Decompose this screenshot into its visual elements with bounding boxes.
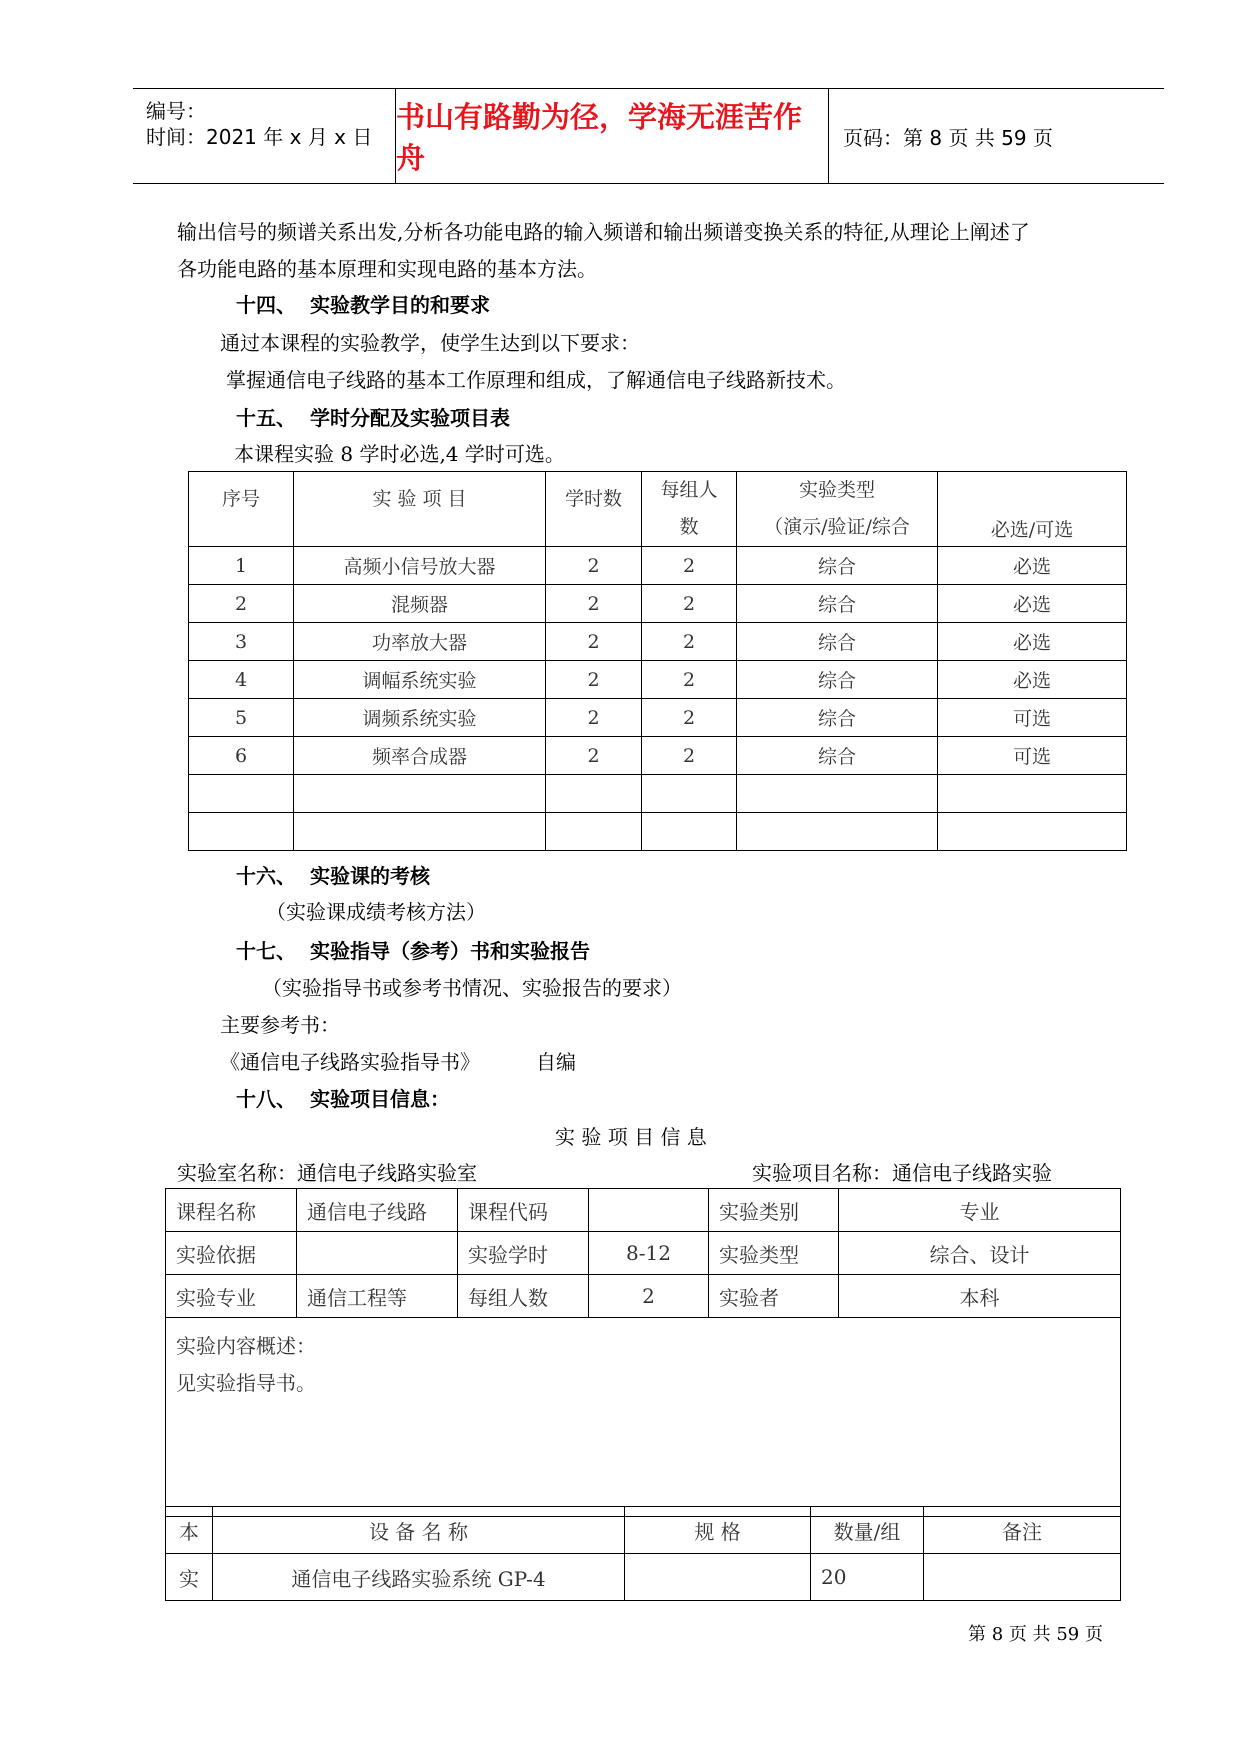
th-group-line2: 数 [679,516,699,538]
cell-seq: 6 [189,737,294,775]
section-16-num: 十六、 [236,864,296,888]
cell-type: 综合 [737,547,938,585]
type-label: 实验类型 [709,1232,839,1275]
section-17-heading [236,941,590,961]
group: 2 [589,1275,709,1318]
th-group [642,472,737,547]
hours-label: 实验学时 [458,1232,589,1275]
section-14-heading [236,295,490,315]
table-row [189,547,1127,585]
para1-line1: 输出信号的频谱关系出发,分析各功能电路的输入频谱和输出频谱变换关系的特征,从理论上阐述了 [177,220,1030,244]
course-name: 通信电子线路 [297,1189,458,1232]
th-project: 实 验 项 目 [294,472,546,547]
who-label: 实验者 [709,1275,839,1318]
category-label: 实验类别 [709,1189,839,1232]
section-14-p2: 掌握通信电子线路的基本工作原理和组成，了解通信电子线路新技术。 [226,368,846,392]
th-req: 必选/可选 [938,472,1127,547]
type: 综合、设计 [839,1232,1121,1275]
cell-req: 可选 [938,737,1127,775]
th-seq: 序号 [189,472,294,547]
section-18-heading [236,1089,450,1109]
table-row-empty [189,813,1127,851]
who: 本科 [839,1275,1121,1318]
equipment-spec [625,1554,811,1601]
course-code-label: 课程代码 [458,1189,589,1232]
page-label: 页码：第 8 页 共 59 页 [843,125,1053,150]
project-info-table [165,1188,1121,1517]
category: 专业 [839,1189,1121,1232]
info-title: 实 验 项 目 信 息 [555,1125,707,1149]
section-16-p1: （实验课成绩考核方法） [266,900,486,924]
cell-group: 2 [642,699,737,737]
side-label-1: 本 [166,1507,213,1554]
cell-project: 高频小信号放大器 [294,547,546,585]
table-row [166,1554,1121,1601]
basis-label: 实验依据 [166,1232,297,1275]
th-spec: 规 格 [625,1507,811,1554]
table-row [166,1189,1121,1232]
section-15-num: 十五、 [236,406,296,430]
cell-hours: 2 [546,737,642,775]
equipment-note [924,1554,1121,1601]
table-row [166,1232,1121,1275]
cell-group: 2 [642,737,737,775]
major-label: 实验专业 [166,1275,297,1318]
hours: 8-12 [589,1232,709,1275]
cell-group: 2 [642,661,737,699]
table-row [189,585,1127,623]
course-code [589,1189,709,1232]
section-14-p1: 通过本课程的实验教学，使学生达到以下要求： [220,331,640,355]
table-row [189,661,1127,699]
cell-seq: 3 [189,623,294,661]
cell-hours: 2 [546,623,642,661]
table-row [189,699,1127,737]
section-18-num: 十八、 [236,1087,296,1111]
equipment-name: 通信电子线路实验系统 GP-4 [213,1554,625,1601]
summary-cell [166,1318,1121,1517]
cell-group: 2 [642,547,737,585]
cell-project: 混频器 [294,585,546,623]
section-17-title: 实验指导（参考）书和实验报告 [310,939,590,963]
para1-line2: 各功能电路的基本原理和实现电路的基本方法。 [177,257,597,281]
page-footer: 第 8 页 共 59 页 [968,1624,1103,1645]
cell-group: 2 [642,585,737,623]
cell-hours: 2 [546,547,642,585]
cell-type: 综合 [737,585,938,623]
table-row [189,623,1127,661]
cell-seq: 4 [189,661,294,699]
lab-name: 实验室名称：通信电子线路实验室 [177,1161,477,1185]
project-name: 实验项目名称：通信电子线路实验 [752,1161,1052,1185]
section-15-title: 学时分配及实验项目表 [310,406,510,430]
header-page [829,89,1164,183]
cell-project: 频率合成器 [294,737,546,775]
th-hours: 学时数 [546,472,642,547]
table-row [166,1507,1121,1554]
section-15-p1: 本课程实验 8 学时必选,4 学时可选。 [234,442,565,466]
cell-hours: 2 [546,699,642,737]
group-label: 每组人数 [458,1275,589,1318]
cell-req: 必选 [938,623,1127,661]
summary-text: 见实验指导书。 [176,1371,316,1395]
cell-hours: 2 [546,585,642,623]
table-row-empty [189,775,1127,813]
section-16-title: 实验课的考核 [310,864,430,888]
course-name-label: 课程名称 [166,1189,297,1232]
header-meta [133,89,396,183]
number-label: 编号： [146,99,206,123]
cell-seq: 2 [189,585,294,623]
cell-type: 综合 [737,737,938,775]
section-14-num: 十四、 [236,293,296,317]
cell-group: 2 [642,623,737,661]
section-16-heading [236,866,430,886]
th-group-line1: 每组人 [660,479,718,501]
cell-seq: 5 [189,699,294,737]
cell-project: 调幅系统实验 [294,661,546,699]
equipment-qty: 20 [811,1554,924,1601]
table-row [166,1275,1121,1318]
th-equipment-name: 设 备 名 称 [213,1507,625,1554]
header-motto: 书山有路勤为径，学海无涯苦作舟 [396,89,829,183]
section-17-book: 《通信电子线路实验指导书》 [220,1050,480,1074]
cell-req: 必选 [938,661,1127,699]
major: 通信工程等 [297,1275,458,1318]
section-15-heading [236,408,510,428]
section-14-title: 实验教学目的和要求 [310,293,490,317]
th-type-line1: 实验类型 [798,479,875,501]
equipment-table [165,1506,1121,1601]
cell-project: 功率放大器 [294,623,546,661]
cell-req: 必选 [938,547,1127,585]
cell-type: 综合 [737,623,938,661]
th-type-line2: （演示/验证/综合 [764,516,910,538]
section-18-title: 实验项目信息： [310,1087,450,1111]
experiment-project-table [188,471,1127,851]
th-type [737,472,938,547]
cell-seq: 1 [189,547,294,585]
section-17-p1: （实验指导书或参考书情况、实验报告的要求） [262,976,682,1000]
table-row [189,737,1127,775]
cell-req: 必选 [938,585,1127,623]
cell-req: 可选 [938,699,1127,737]
cell-project: 调频系统实验 [294,699,546,737]
section-17-num: 十七、 [236,939,296,963]
time-label: 时间：2021 年 x 月 x 日 [146,125,373,149]
section-17-author: 自编 [536,1050,576,1074]
th-qty: 数量/组 [811,1507,924,1554]
summary-label: 实验内容概述： [176,1334,316,1358]
cell-type: 综合 [737,661,938,699]
cell-hours: 2 [546,661,642,699]
page-header [133,88,1164,184]
section-17-p2: 主要参考书： [220,1013,340,1037]
basis [297,1232,458,1275]
th-note: 备注 [924,1507,1121,1554]
cell-type: 综合 [737,699,938,737]
side-label-2: 实 [166,1554,213,1601]
